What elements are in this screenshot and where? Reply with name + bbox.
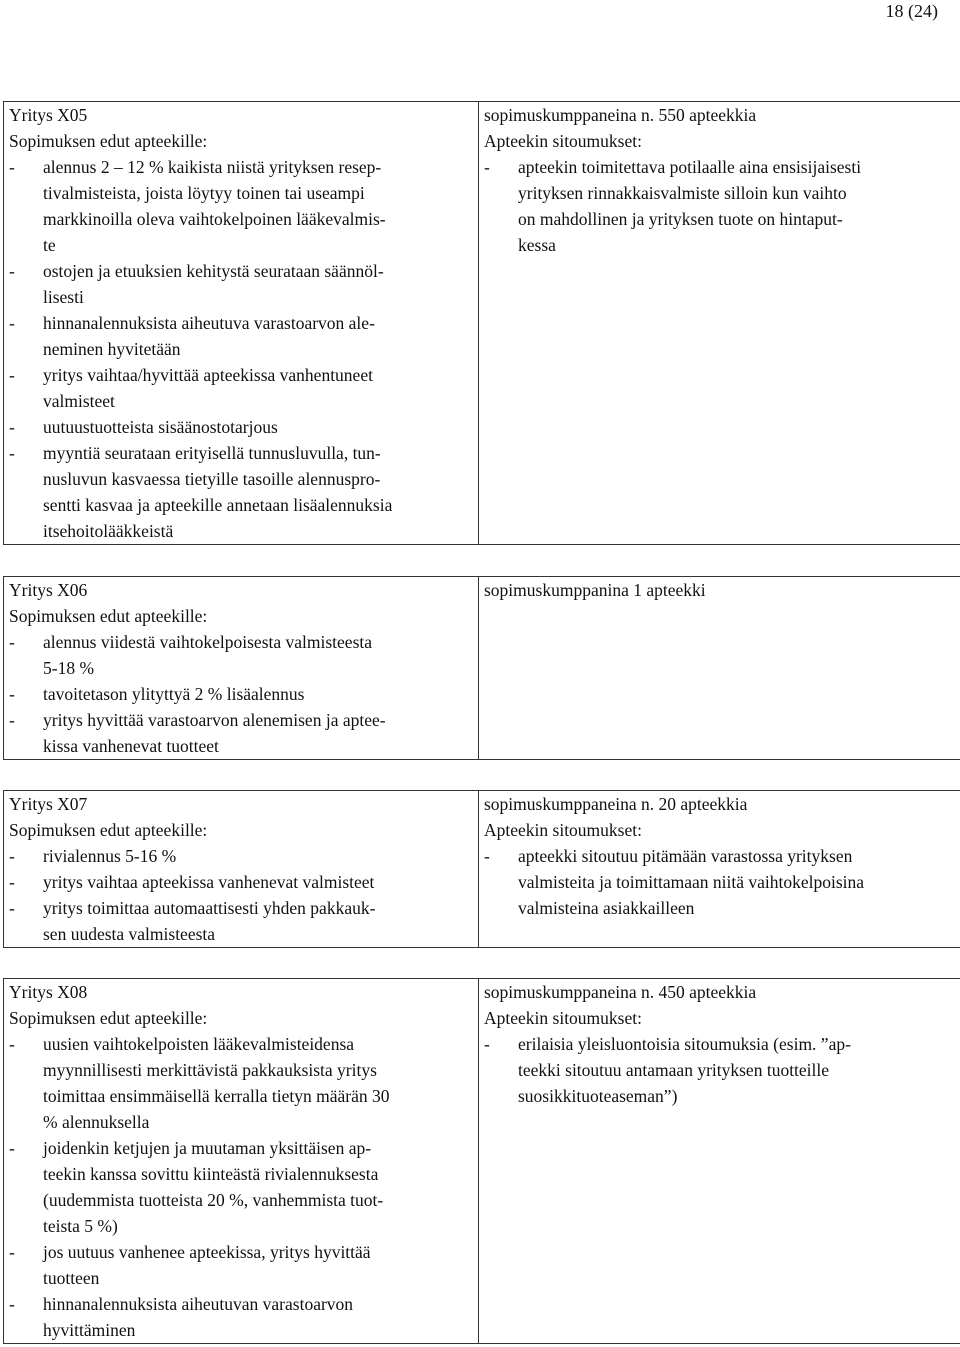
partner-count: sopimuskumppaneina n. 20 apteekkia [484, 794, 748, 814]
bullet-dash: - [9, 365, 15, 385]
benefit-item [9, 681, 474, 707]
text-line: alennus viidestä vaihtokelpoisesta valmisteesta [43, 632, 373, 652]
text-line: itsehoitolääkkeistä [43, 521, 174, 541]
bullet-dash: - [484, 846, 490, 866]
benefit-item [9, 258, 474, 310]
benefit-text [43, 1291, 474, 1343]
company-commitments-cell [479, 102, 960, 545]
benefit-item [9, 1239, 474, 1291]
benefit-item [9, 362, 474, 414]
text-line: tivalmisteista, joista löytyy toinen tai useampi [43, 183, 365, 203]
text-line: toimittaa ensimmäisellä kerralla tietyn määrän 30 [43, 1086, 390, 1106]
benefit-item [9, 869, 474, 895]
benefit-text [43, 258, 474, 310]
text-line: hyvittäminen [43, 1320, 136, 1340]
benefit-text [43, 1031, 474, 1135]
commitment-item [484, 1031, 956, 1109]
text-line: teekin kanssa sovittu kiinteästä rivialennuksesta [43, 1164, 379, 1184]
text-line: sentti kasvaa ja apteekille annetaan lisäalennuksia [43, 495, 393, 515]
bullet-dash: - [9, 157, 15, 177]
company-name: Yritys X07 [9, 794, 88, 814]
benefit-item [9, 895, 474, 947]
benefit-item [9, 1031, 474, 1135]
bullet-dash: - [9, 846, 15, 866]
company-name: Yritys X06 [9, 580, 88, 600]
benefit-item [9, 843, 474, 869]
benefit-text [43, 414, 474, 440]
text-line: joidenkin ketjujen ja muutaman yksittäisen ap- [43, 1138, 372, 1158]
company-table [3, 101, 960, 545]
text-line: kissa vanhenevat tuotteet [43, 736, 219, 756]
text-line: yritys vaihtaa apteekissa vanhenevat valmisteet [43, 872, 375, 892]
commitment-text [518, 1031, 956, 1109]
text-line: myynnillisesti merkittävistä pakkauksista yritys [43, 1060, 377, 1080]
benefit-item [9, 707, 474, 759]
text-line: uusien vaihtokelpoisten lääkevalmisteidensa [43, 1034, 355, 1054]
bullet-dash: - [9, 443, 15, 463]
company-table [3, 790, 960, 948]
text-line: uutuustuotteista sisäänostotarjous [43, 417, 278, 437]
text-line: alennus 2 – 12 % kaikista niistä yrityksen resep- [43, 157, 382, 177]
text-line: tuotteen [43, 1268, 100, 1288]
text-line: on mahdollinen ja yrityksen tuote on hintaput- [518, 209, 843, 229]
text-line: te [43, 235, 56, 255]
bullet-dash: - [9, 684, 15, 704]
text-line: yritys toimittaa automaattisesti yhden pakkauk- [43, 898, 376, 918]
benefit-item [9, 629, 474, 681]
benefits-heading: Sopimuksen edut apteekille: [9, 131, 208, 151]
bullet-dash: - [9, 872, 15, 892]
company-commitments-cell [479, 577, 960, 760]
bullet-dash: - [9, 1034, 15, 1054]
partner-count: sopimuskumppaneina n. 550 apteekkia [484, 105, 757, 125]
bullet-dash: - [9, 417, 15, 437]
table-row [4, 102, 960, 545]
commitments-heading: Apteekin sitoumukset: [484, 1008, 642, 1028]
benefit-text [43, 629, 474, 681]
text-line: yritys hyvittää varastoarvon alenemisen ja aptee- [43, 710, 386, 730]
text-line: jos uutuus vanhenee apteekissa, yritys hyvittää [43, 1242, 371, 1262]
text-line: sen uudesta valmisteesta [43, 924, 216, 944]
bullet-dash: - [9, 313, 15, 333]
benefit-text [43, 310, 474, 362]
table-row [4, 577, 960, 760]
bullet-dash: - [9, 898, 15, 918]
benefit-item [9, 440, 474, 544]
company-name: Yritys X08 [9, 982, 88, 1002]
benefit-text [43, 154, 474, 258]
text-line: apteekki sitoutuu pitämään varastossa yrityksen [518, 846, 853, 866]
company-commitments-cell [479, 791, 960, 948]
table-row [4, 791, 960, 948]
bullet-dash: - [9, 710, 15, 730]
bullet-dash: - [9, 1138, 15, 1158]
company-table [3, 576, 960, 760]
benefit-text [43, 869, 474, 895]
text-line: nusluvun kasvaessa tietyille tasoille alennuspro- [43, 469, 381, 489]
benefits-heading: Sopimuksen edut apteekille: [9, 1008, 208, 1028]
bullet-dash: - [9, 1242, 15, 1262]
page-number: 18 (24) [885, 1, 938, 21]
partner-count: sopimuskumppanina 1 apteekki [484, 580, 706, 600]
text-line: apteekin toimitettava potilaalle aina ensisijaisesti [518, 157, 862, 177]
table-row [4, 979, 960, 1344]
company-name: Yritys X05 [9, 105, 88, 125]
commitment-item [484, 843, 956, 921]
text-line: markkinoilla oleva vaihtokelpoinen lääkevalmis- [43, 209, 386, 229]
text-line: tavoitetason ylityttyä 2 % lisäalennus [43, 684, 305, 704]
bullet-dash: - [484, 157, 490, 177]
benefit-text [43, 362, 474, 414]
benefit-text [43, 707, 474, 759]
benefit-item [9, 414, 474, 440]
benefit-text [43, 440, 474, 544]
text-line: neminen hyvitetään [43, 339, 181, 359]
text-line: hinnanalennuksista aiheutuva varastoarvon ale- [43, 313, 375, 333]
benefit-text [43, 1135, 474, 1239]
text-line: valmisteina asiakkailleen [518, 898, 695, 918]
company-commitments-cell [479, 979, 960, 1344]
text-line: valmisteita ja toimittamaan niitä vaihtokelpoisina [518, 872, 865, 892]
bullet-dash: - [9, 261, 15, 281]
benefit-text [43, 843, 474, 869]
text-line: suosikkituoteaseman”) [518, 1086, 678, 1106]
benefits-heading: Sopimuksen edut apteekille: [9, 606, 208, 626]
company-table [3, 978, 960, 1344]
benefit-item [9, 154, 474, 258]
benefit-text [43, 1239, 474, 1291]
commitments-heading: Apteekin sitoumukset: [484, 820, 642, 840]
commitment-text [518, 843, 956, 921]
text-line: lisesti [43, 287, 84, 307]
partner-count: sopimuskumppaneina n. 450 apteekkia [484, 982, 757, 1002]
text-line: (uudemmista tuotteista 20 %, vanhemmista tuot- [43, 1190, 384, 1210]
text-line: erilaisia yleisluontoisia sitoumuksia (esim. ”ap- [518, 1034, 851, 1054]
text-line: yritys vaihtaa/hyvittää apteekissa vanhentuneet [43, 365, 373, 385]
bullet-dash: - [9, 632, 15, 652]
company-benefits-cell [4, 577, 479, 760]
commitment-text [518, 154, 956, 258]
bullet-dash: - [484, 1034, 490, 1054]
text-line: yrityksen rinnakkaisvalmiste silloin kun vaihto [518, 183, 847, 203]
text-line: ostojen ja etuuksien kehitystä seurataan säännöl- [43, 261, 384, 281]
text-line: % alennuksella [43, 1112, 150, 1132]
bullet-dash: - [9, 1294, 15, 1314]
text-line: valmisteet [43, 391, 115, 411]
text-line: myyntiä seurataan erityisellä tunnusluvulla, tun- [43, 443, 381, 463]
text-line: rivialennus 5-16 % [43, 846, 177, 866]
benefit-text [43, 895, 474, 947]
text-line: teekki sitoutuu antamaan yrityksen tuotteille [518, 1060, 830, 1080]
benefits-heading: Sopimuksen edut apteekille: [9, 820, 208, 840]
benefit-item [9, 310, 474, 362]
benefit-item [9, 1135, 474, 1239]
company-benefits-cell [4, 791, 479, 948]
text-line: kessa [518, 235, 556, 255]
benefit-item [9, 1291, 474, 1343]
benefit-text [43, 681, 474, 707]
commitments-heading: Apteekin sitoumukset: [484, 131, 642, 151]
company-benefits-cell [4, 979, 479, 1344]
text-line: hinnanalennuksista aiheutuvan varastoarvon [43, 1294, 354, 1314]
company-benefits-cell [4, 102, 479, 545]
text-line: 5-18 % [43, 658, 95, 678]
text-line: teista 5 %) [43, 1216, 118, 1236]
commitment-item [484, 154, 956, 258]
